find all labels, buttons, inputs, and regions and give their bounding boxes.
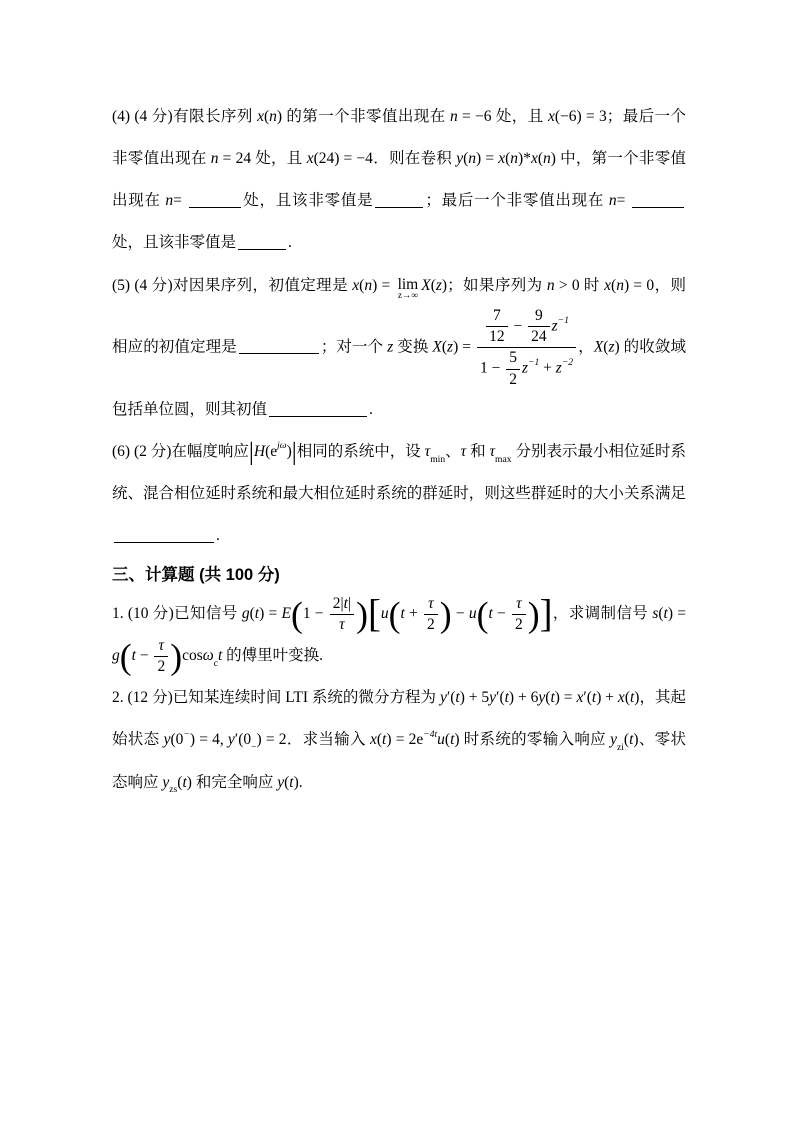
- numerator: [506, 349, 520, 369]
- math-variable: u: [437, 731, 445, 749]
- math-text: ) =: [476, 150, 499, 168]
- math-text: (: [249, 605, 255, 622]
- math-text: ) + 6: [508, 689, 539, 707]
- denominator: [528, 327, 550, 346]
- answer-blank: [269, 400, 367, 417]
- math-text: (: [545, 689, 551, 707]
- math-text: ) +: [596, 689, 618, 707]
- big-delimiter: ): [356, 594, 368, 635]
- denominator: [506, 370, 520, 389]
- math-text: ): [454, 731, 464, 749]
- math-variable: x: [306, 150, 314, 168]
- subscript: zs: [169, 784, 178, 796]
- answer-blank: [114, 527, 214, 544]
- math-variable: x: [369, 731, 377, 749]
- math-text: (: [623, 731, 630, 749]
- math-variable: n: [510, 150, 519, 168]
- numerator: [154, 637, 168, 657]
- math-text: +: [404, 605, 422, 622]
- math-variable: g: [112, 647, 120, 665]
- math-variable: n: [269, 108, 277, 125]
- numerator: [512, 595, 526, 615]
- text-run: 处，且该非零值是: [112, 234, 237, 252]
- math-text: 2: [427, 615, 435, 633]
- math-variable: τ: [516, 594, 522, 612]
- text-run: 变换: [393, 338, 433, 356]
- text-run: (6) (2 分)在幅度响应: [112, 443, 249, 461]
- fraction: [506, 349, 520, 389]
- math-text: 9: [534, 306, 543, 324]
- math-text: ′(: [446, 689, 456, 707]
- math-text: (: [463, 150, 469, 168]
- math-variable: y: [610, 731, 617, 749]
- math-variable: t: [591, 689, 597, 707]
- math-text: (−6) = 3: [554, 108, 607, 125]
- limit-bottom: z→∞: [397, 291, 418, 302]
- answer-blank: [632, 192, 684, 209]
- math-text: ).: [293, 773, 303, 791]
- denominator: [512, 615, 526, 634]
- math-text: ): [286, 443, 292, 461]
- math-text: −: [492, 605, 510, 622]
- numerator: [528, 307, 550, 327]
- text-run: ，求调制信号: [552, 605, 653, 622]
- answer-blank: [189, 192, 241, 209]
- math-text: ) = 2．: [256, 731, 303, 749]
- big-delimiter: (: [290, 594, 303, 635]
- math-text: (: [611, 276, 617, 294]
- text-run: 处，且该非零值是: [242, 192, 374, 210]
- superscript: jω: [277, 440, 287, 452]
- answer-blank: [239, 338, 319, 355]
- math-variable: u: [380, 605, 389, 622]
- math-variable: t: [131, 647, 136, 665]
- question-6: [112, 431, 686, 557]
- question-4: [112, 96, 686, 265]
- math-text: (: [505, 150, 511, 168]
- text-run: 分别表示最小相位延时系统、混合相位延时系统和最大相位延时系统的群延时，则这些群延时的大小关系满足: [112, 443, 686, 503]
- text-run: 的傅里叶变换.: [222, 647, 324, 665]
- math-text: ): [441, 276, 448, 294]
- math-variable: X: [421, 276, 431, 294]
- denominator: [477, 348, 576, 389]
- math-variable: τ: [460, 443, 467, 461]
- math-variable: z: [447, 338, 454, 356]
- math-variable: t: [455, 689, 460, 707]
- calc-question-1: [112, 593, 686, 677]
- math-variable: n: [543, 150, 551, 168]
- superscript: −1: [528, 357, 540, 369]
- math-variable: g: [241, 605, 250, 622]
- math-text: 2: [515, 615, 523, 633]
- math-text: ) =: [372, 276, 395, 294]
- math-text: 12: [489, 328, 505, 346]
- math-text: ) = 4,: [189, 731, 228, 749]
- math-variable: t: [629, 689, 635, 707]
- math-text: ): [634, 689, 640, 707]
- math-variable: n: [616, 276, 624, 294]
- math-text: ) = 2e: [386, 731, 424, 749]
- math-variable: z: [608, 338, 615, 356]
- math-variable: x: [576, 689, 584, 707]
- math-text: 24: [531, 328, 547, 346]
- math-variable: t: [254, 605, 260, 622]
- math-variable: x: [530, 150, 538, 168]
- math-text: 7: [492, 306, 501, 324]
- math-text: ′(: [583, 689, 592, 707]
- math-variable: n: [546, 276, 555, 294]
- math-text: −: [509, 317, 527, 335]
- fraction: [424, 595, 438, 635]
- fraction: [486, 307, 508, 347]
- math-text: =: [173, 192, 187, 210]
- math-variable: τ: [158, 636, 165, 654]
- text-run: ，: [578, 338, 594, 356]
- big-delimiter: [: [367, 592, 381, 636]
- section-3-heading: [112, 558, 686, 593]
- math-variable: X: [432, 338, 442, 356]
- text-run: 三、计算题 (共 100 分): [112, 565, 280, 584]
- math-text: (: [444, 731, 451, 749]
- big-delimiter: (: [388, 594, 401, 635]
- text-run: ，则相应的初值定理是: [112, 276, 686, 356]
- math-text: ) = 0: [623, 276, 655, 294]
- numerator: [486, 307, 508, 327]
- big-delimiter: ): [170, 636, 183, 677]
- superscript: −2: [561, 357, 574, 369]
- text-run: ，其起始状态: [112, 689, 687, 749]
- numerator: [330, 595, 354, 615]
- math-variable: x: [604, 276, 612, 294]
- text-run: 和完全响应: [195, 773, 278, 791]
- math-text: ): [633, 731, 639, 749]
- denominator: [424, 615, 438, 634]
- answer-blank: [238, 234, 286, 251]
- math-text: (: [603, 338, 609, 356]
- math-variable: x: [352, 276, 360, 294]
- numerator: [477, 307, 576, 349]
- math-variable: t: [450, 731, 455, 749]
- text-run: 、零状态响应: [112, 731, 686, 791]
- math-variable: τ: [339, 615, 345, 633]
- math-text: (: [359, 276, 365, 294]
- math-variable: t: [289, 773, 294, 791]
- subscript: min: [430, 453, 446, 465]
- math-variable: s: [652, 605, 659, 622]
- text-run: 中，第一个非零值出现在: [112, 150, 686, 210]
- math-text: = −6: [457, 108, 496, 125]
- math-variable: t: [663, 605, 668, 622]
- subscript: max: [495, 453, 512, 465]
- math-variable: n: [608, 192, 617, 210]
- math-text: (: [430, 276, 436, 294]
- math-variable: t: [217, 647, 223, 665]
- math-text: ): [550, 150, 561, 168]
- fraction: [528, 307, 550, 347]
- fraction: [154, 637, 168, 677]
- math-text: ): [614, 338, 620, 356]
- math-text: ′(: [496, 689, 505, 707]
- math-variable: τ: [489, 443, 496, 461]
- math-variable: x: [617, 689, 625, 707]
- text-run: ；如果序列为: [447, 276, 547, 294]
- math-text: (: [177, 773, 183, 791]
- math-text: |: [347, 594, 352, 612]
- math-variable: n: [364, 276, 373, 294]
- text-run: .: [288, 234, 292, 252]
- math-variable: n: [210, 150, 219, 168]
- math-variable: x: [498, 150, 506, 168]
- superscript: −: [183, 728, 190, 740]
- math-variable: τ: [428, 594, 434, 612]
- math-text: (: [537, 150, 544, 168]
- math-text: (: [284, 773, 290, 791]
- math-text: ) =: [259, 605, 282, 622]
- math-variable: z: [387, 338, 394, 356]
- text-run: .: [369, 400, 373, 418]
- text-run: (4) (4 分)有限长序列: [112, 108, 258, 125]
- math-variable: y: [162, 773, 170, 791]
- math-text: (: [441, 338, 448, 356]
- math-text: 1 −: [479, 359, 505, 377]
- math-variable: E: [281, 605, 291, 622]
- big-delimiter: (: [119, 636, 132, 677]
- math-variable: y: [456, 150, 464, 168]
- math-text: ): [186, 773, 196, 791]
- math-variable: x: [257, 108, 264, 125]
- math-text: 2: [509, 370, 517, 388]
- math-variable: y: [227, 731, 235, 749]
- math-variable: z: [435, 276, 442, 294]
- math-variable: y: [163, 731, 171, 749]
- math-variable: y: [277, 773, 285, 791]
- text-run: 和: [466, 443, 490, 461]
- math-variable: t: [550, 689, 555, 707]
- math-variable: H: [253, 443, 266, 461]
- math-variable: z: [521, 359, 528, 377]
- subscript: c: [213, 657, 218, 669]
- math-variable: n: [449, 108, 458, 125]
- math-text: ′(0: [234, 731, 252, 749]
- text-run: 时系统的零输入响应: [463, 731, 611, 749]
- math-variable: y: [538, 689, 546, 707]
- math-variable: t: [400, 605, 405, 622]
- text-run: .: [216, 527, 220, 545]
- math-variable: y: [489, 689, 497, 707]
- math-text: 1 −: [302, 605, 328, 622]
- math-variable: n: [468, 150, 477, 168]
- text-run: 相同的系统中，设: [296, 443, 425, 461]
- math-text: )*: [518, 150, 531, 168]
- big-delimiter: ]: [539, 592, 553, 636]
- math-variable: t: [488, 605, 493, 622]
- math-text: 2: [157, 658, 166, 676]
- math-variable: X: [593, 338, 604, 356]
- math-text: +: [539, 359, 556, 377]
- math-text: = 24: [218, 150, 256, 168]
- text-run: (5) (4 分)对因果序列，初值定理是: [112, 276, 353, 294]
- math-variable: y: [439, 689, 447, 707]
- math-variable: t: [182, 773, 187, 791]
- fraction: [512, 595, 526, 635]
- math-text: ): [276, 108, 283, 125]
- math-text: (e: [265, 443, 278, 461]
- math-variable: u: [468, 605, 477, 622]
- math-text: 5: [509, 349, 517, 367]
- big-delimiter: (: [476, 594, 489, 635]
- math-text: ) =: [667, 605, 686, 622]
- math-text: 2|: [332, 594, 344, 612]
- math-variable: t: [343, 594, 348, 612]
- math-variable: ω: [202, 647, 214, 665]
- text-run: 时: [583, 276, 605, 294]
- fraction: [330, 595, 354, 635]
- superscript: −1: [557, 314, 569, 326]
- math-text: (: [376, 731, 383, 749]
- math-text: (: [658, 605, 664, 622]
- math-text: > 0: [554, 276, 584, 294]
- math-text: ) =: [554, 689, 577, 707]
- limit-top: lim: [397, 275, 419, 293]
- text-run: ；最后一个非零值出现在: [425, 192, 609, 210]
- subscript: −: [251, 742, 257, 753]
- math-variable: t: [382, 731, 387, 749]
- math-text: (24) = −4．: [313, 150, 389, 168]
- text-run: ；最后一个非零值出现在: [112, 108, 686, 168]
- document-content: [112, 96, 686, 804]
- math-variable: z: [555, 359, 562, 377]
- math-variable: n: [165, 192, 174, 210]
- calc-question-2: [112, 677, 686, 803]
- text-run: 处，且: [495, 108, 548, 125]
- big-delimiter: |: [291, 438, 297, 466]
- text-run: 、: [445, 443, 461, 461]
- limit-stack: [398, 277, 419, 302]
- math-text: −: [451, 605, 469, 622]
- answer-blank: [375, 192, 423, 209]
- math-text: (0: [170, 731, 184, 749]
- big-delimiter: ): [439, 594, 452, 635]
- math-text: ) + 5: [459, 689, 490, 707]
- denominator: [486, 327, 508, 346]
- denominator: [330, 615, 354, 634]
- fraction: [477, 307, 576, 389]
- math-variable: t: [629, 731, 634, 749]
- math-text: (: [263, 108, 270, 125]
- math-variable: t: [504, 689, 509, 707]
- big-delimiter: ): [527, 594, 540, 635]
- big-delimiter: |: [248, 438, 254, 466]
- math-text: −: [135, 647, 153, 665]
- math-text: (: [624, 689, 630, 707]
- text-run: ；对一个: [320, 338, 388, 356]
- math-variable: z: [551, 317, 558, 335]
- math-text: cos: [182, 647, 203, 665]
- math-text: =: [616, 192, 630, 210]
- text-run: 的收敛域包括单位圆，则其初值: [112, 338, 686, 418]
- text-run: 2. (12 分)已知某连续时间 LTI 系统的微分方程为: [112, 689, 440, 707]
- question-5: [112, 265, 686, 431]
- math-variable: τ: [424, 443, 431, 461]
- text-run: 处，且: [255, 150, 307, 168]
- superscript: −4t: [423, 728, 438, 740]
- subscript: zi: [616, 742, 624, 753]
- denominator: [154, 657, 168, 676]
- math-text: ) =: [453, 338, 475, 356]
- text-run: 则在卷积: [388, 150, 457, 168]
- text-run: 求当输入: [302, 731, 370, 749]
- text-run: 的第一个非零值出现在: [282, 108, 450, 125]
- numerator: [424, 595, 438, 615]
- text-run: 1. (10 分)已知信号: [112, 605, 242, 622]
- math-variable: x: [547, 108, 555, 125]
